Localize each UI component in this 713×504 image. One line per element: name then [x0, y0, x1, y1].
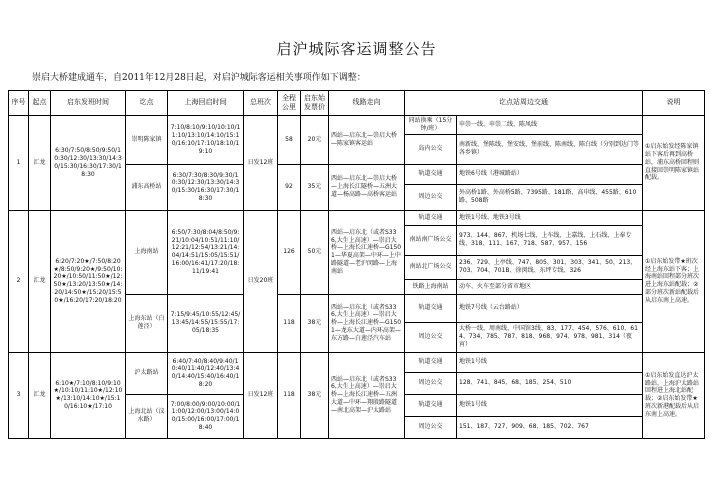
- header-seq: 序号: [9, 91, 29, 116]
- distance-km: 92: [278, 164, 301, 210]
- header-fare: 启东始发票价: [301, 91, 329, 116]
- header-origin: 起点: [29, 91, 51, 116]
- total-trips: 日发12班: [244, 352, 278, 438]
- header-notes: 说明: [643, 91, 705, 116]
- origin-cell: 汇龙: [29, 352, 51, 438]
- notice-title: 启沪城际客运调整公告: [276, 40, 437, 58]
- route-text: 西站—启东北（或者S336,大生上高速）—崇启大桥—上海长江速桥—G1501—龙东大道—内环高架—东方路—白莲泾汽车站: [329, 294, 405, 352]
- stop-name: 崇明陈家镇: [126, 116, 168, 165]
- transport-label: 轨道交通: [405, 164, 457, 184]
- route-text: 西站—启东北（或者S336,大生上高速）—崇启大桥—上海长江速桥—G1501—华夏高架—中环—上中路隧道—老沪闵路—上海南站: [329, 210, 405, 294]
- departure-times: 6:20/7:20★/7:50/8:20★/8:50/9:20★/9:50/10:20★/10:50/11:50★/12:50★/13:20/13:50★/14:20/14:50★/15:20/15:50★/16:20/17:20/18:20: [51, 210, 126, 352]
- table-row: [9, 352, 705, 372]
- fare: 38元: [301, 352, 329, 438]
- stop-name: 上海东站（白莲泾）: [126, 294, 168, 352]
- distance-km: 118: [278, 294, 301, 352]
- fare: 35元: [301, 164, 329, 210]
- header-qidong-departure: 启东发班时间: [51, 91, 126, 116]
- transport-label: 同站换乘（15分钟/班）: [405, 116, 457, 135]
- return-times: 6:30/7:30/8:30/9:30/10:30/12:30/13:30/14:30/15:30/16:30/17:30/18:30: [168, 164, 244, 210]
- origin-cell: 汇龙: [29, 210, 51, 352]
- distance-km: 58: [278, 116, 301, 165]
- transport-label: 周边公交: [405, 322, 457, 352]
- transport-info: 地铁6号线（港城路站）: [457, 164, 643, 184]
- transport-label: 轨道交通: [405, 294, 457, 322]
- fare: 20元: [301, 116, 329, 165]
- departure-times: 6:30/7:50/8:50/9:50/10:30/12:30/13:30/14:30/15:30/16:30/17:30/18:30: [51, 116, 126, 211]
- transport-info: 动车、火车至部分省市地区: [457, 279, 643, 294]
- stop-name: 上海南站: [126, 210, 168, 294]
- note-cell: ①启东始发经陈家镇站下客后再到高桥站，浦东高桥回程则直接回崇明陈家镇站配载。: [643, 116, 705, 211]
- transport-info: 236、729、上亭线、747、805、301、303、341、50、213、703、704、701B、徐闵线、东坪专线、326: [457, 255, 643, 279]
- distance-km: 126: [278, 210, 301, 294]
- transport-label: 南站南广场公交: [405, 225, 457, 255]
- seq-cell: 3: [9, 352, 29, 438]
- seq-cell: 1: [9, 116, 29, 211]
- stop-name: 沪太路站: [126, 352, 168, 394]
- transport-label: 铁路上海南站: [405, 279, 457, 294]
- transport-info: 地铁7号线（云台路站）: [457, 294, 643, 322]
- header-total-trips: 总班次: [244, 91, 278, 116]
- note-cell: ①启东始发带★班次经上海东站下客；上海南站回程部分班次进上海东站配载；②部分班次新站配载后从启东南上高速。: [643, 210, 705, 352]
- transport-info: 地铁1号线: [457, 352, 643, 372]
- route-text: 西站—启东北—崇启大桥—上海长江隧桥—五洲大道—杨高路—高桥客运站: [329, 164, 405, 210]
- transport-info: 地铁1号线、地铁3号线: [457, 210, 643, 225]
- transport-label: 周边公交: [405, 372, 457, 394]
- return-times: 7:10/8:10/9:10/10:10/11:10/13:10/14:10/15:10/16:10/17:10/18:10/19:10: [168, 116, 244, 165]
- return-times: 7:00/8:00/9:00/10:00/11:00/12:00/13:00/14:00/15:00/16:00/17:00/18:40: [168, 394, 244, 438]
- header-route: 线路走向: [329, 91, 405, 116]
- header-distance: 全程公里: [278, 91, 301, 116]
- transport-label: 轨道交通: [405, 352, 457, 372]
- schedule-table: [8, 90, 705, 439]
- transport-info: 南新线、堡陈线、堡安线、堡前线、陈南线、陈白线（分别到达门等各乡镇）: [457, 134, 643, 164]
- transport-info: 申崇一线、申崇二线、陈凤线: [457, 116, 643, 135]
- transport-info: 地铁1号线: [457, 394, 643, 416]
- transport-label: 南站北广场公交: [405, 255, 457, 279]
- transport-label: 周边公交: [405, 184, 457, 210]
- table-row: [9, 116, 705, 135]
- route-text: 西站—启东北（或者S336,大生上高速）—崇启大桥—上海长江速桥—五洲大道—中环—翔殷路隧道—南北高架—沪太路站: [329, 352, 405, 438]
- return-times: 6:50/7:30/8:04/8:50/9:21/10:04/10:51/11:10/12:21/12:54/13:21/14:04/14:51/15:05/15:51/16:00/16:41/17:20/18:11/19:41: [168, 210, 244, 294]
- total-trips: 日发12班: [244, 116, 278, 211]
- seq-cell: 2: [9, 210, 29, 352]
- header-transport: 讫点站周边交通: [405, 91, 643, 116]
- header-row: [9, 91, 705, 116]
- transport-label: 岛内公交: [405, 134, 457, 164]
- header-stop: 讫点: [126, 91, 168, 116]
- fare: 50元: [301, 210, 329, 294]
- departure-times: 6:10★/7:10/8:10/9:10★/10:10/11:10★/12:10★/13:10/14:10★/15:10/16:10★/17:10: [51, 352, 126, 438]
- transport-info: 128、741、845、68、185、254、510: [457, 372, 643, 394]
- transport-info: 973、144、867、机场七线、上车线、上嘉线、上石线、上奉专线、318、111、167、718、587、957、156: [457, 225, 643, 255]
- table-row: [9, 210, 705, 225]
- return-times: 6:40/7:40/8:40/9:40/10:40/11:40/12:40/13:40/14:40/15:40/16:40/18:20: [168, 352, 244, 394]
- transport-label: 周边公交: [405, 416, 457, 438]
- transport-info: 151、187、727、909、68、185、702、767: [457, 416, 643, 438]
- distance-km: 118: [278, 352, 301, 438]
- fare: 38元: [301, 294, 329, 352]
- stop-name: 浦东高桥站: [126, 164, 168, 210]
- notice-intro: 崇启大桥建成通车，自2011年12月28日起，对启沪城际客运相关事项作如下调整：: [32, 73, 366, 83]
- transport-info: 大桥一线、周南线、中国馆3线、83、177、454、576、610、614、734、785、787、818、968、974、978、981、314（夜宵）: [457, 322, 643, 352]
- note-cell: ①启东始发直达沪太路站，上海沪太路站回程进上海北站配载；②启东始发带★班次新港配载后从启东南上高速。: [643, 352, 705, 438]
- transport-label: 轨道交通: [405, 394, 457, 416]
- origin-cell: 汇龙: [29, 116, 51, 211]
- total-trips: 日发20班: [244, 210, 278, 352]
- transport-info: 外高桥1路、外高桥5路、7395路、181路、高申线、455路、610路、508路: [457, 184, 643, 210]
- transport-label: 轨道交通: [405, 210, 457, 225]
- return-times: 7:15/9:45/10:55/12:45/13:45/14:55/15:55/17:05/18:35: [168, 294, 244, 352]
- header-shanghai-return: 上海回启时间: [168, 91, 244, 116]
- route-text: 西站—启东北—崇启大桥—陈家镇客运站: [329, 116, 405, 165]
- stop-name: 上海北站（汶水路）: [126, 394, 168, 438]
